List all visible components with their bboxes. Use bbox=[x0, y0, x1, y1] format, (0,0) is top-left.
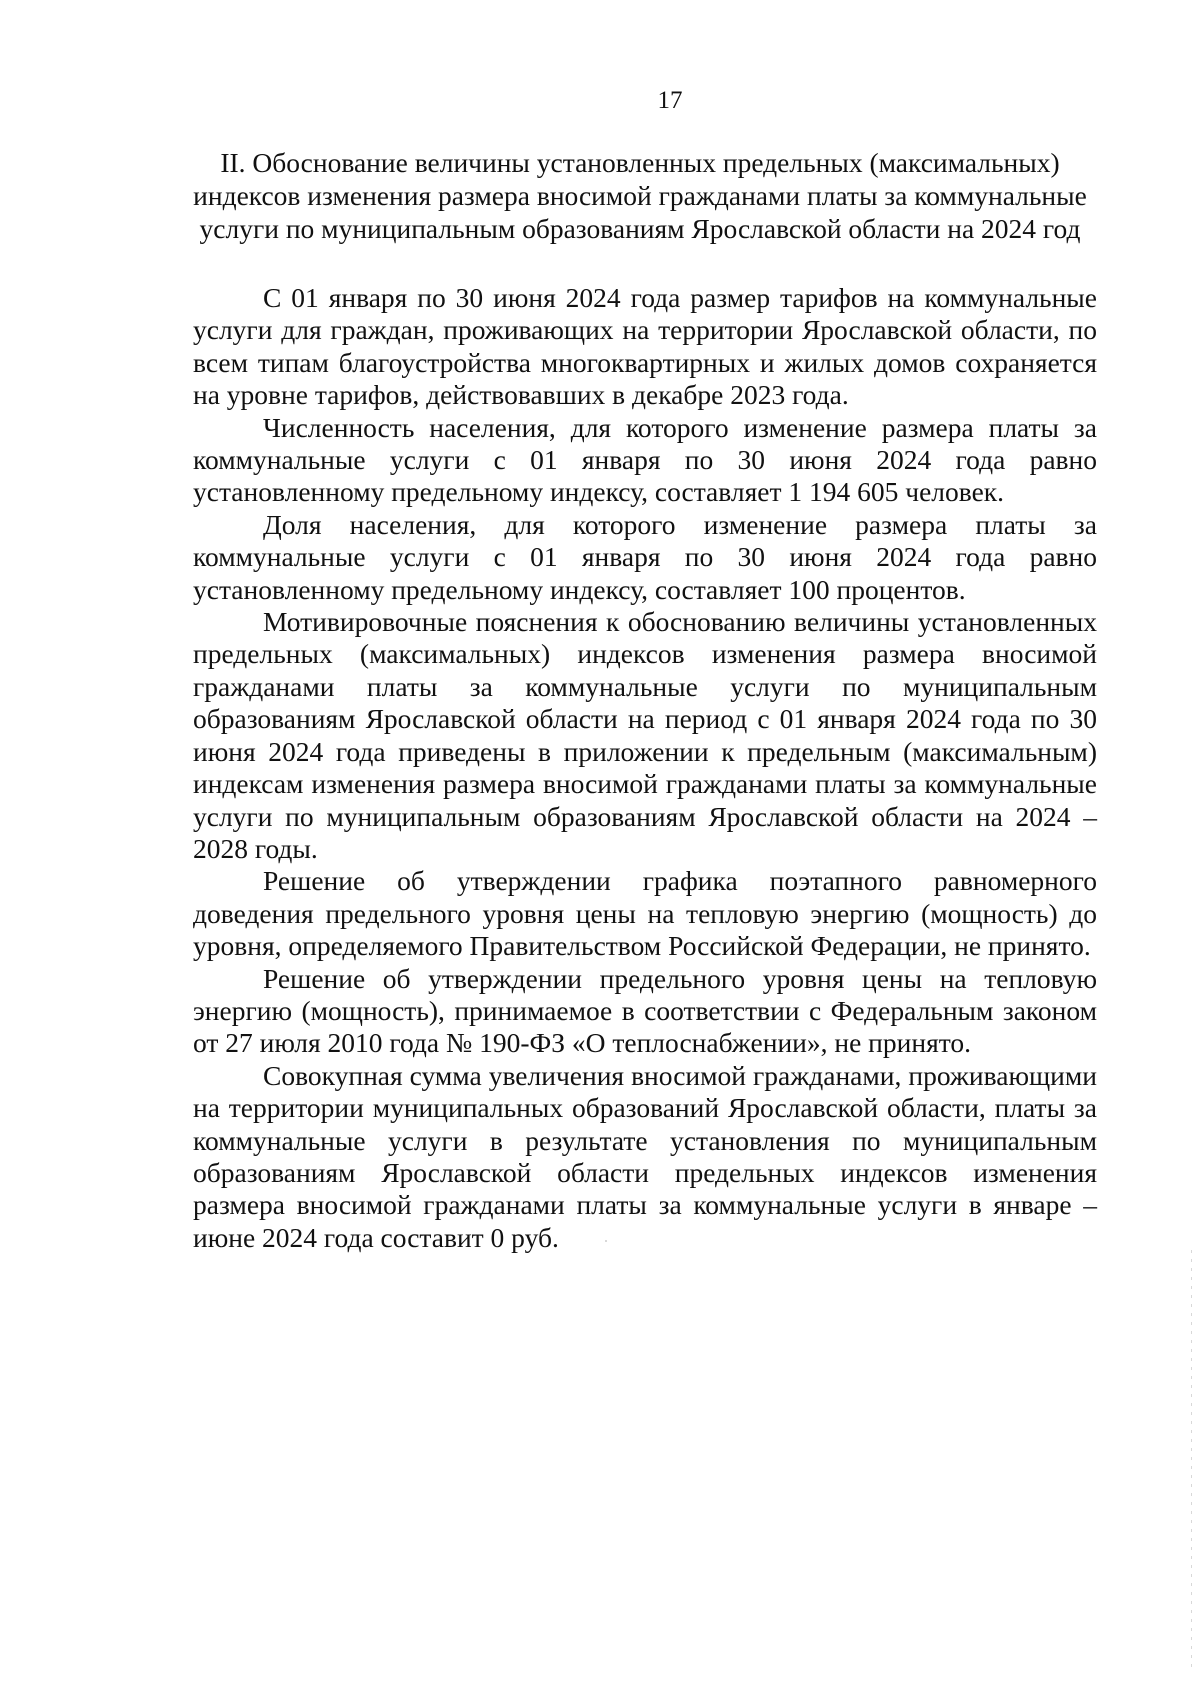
scan-artifact-dot bbox=[605, 1240, 607, 1242]
section-title-line: II. Обоснование величины установленных предельных (максимальных) bbox=[220, 147, 1060, 178]
scan-edge-artifact bbox=[1191, 1250, 1192, 1670]
paragraph-heat-price-schedule: Решение об утверждении графика поэтапного равномерного доведения предельного уровня цены на тепловую энергию (мощность) до уровня, определяемого Правительством Российской Федерации, не принято. bbox=[193, 865, 1097, 962]
document-body bbox=[193, 282, 1097, 1254]
section-title bbox=[180, 146, 1100, 245]
paragraph-total-increase: Совокупная сумма увеличения вносимой гражданами, проживающими на территории муниципальных образований Ярославской области, платы за коммунальные услуги в результате установления по муниципальным образованиям Ярославской области предельных индексов изменения размера вносимой гражданами платы за коммунальные услуги в январе – июне 2024 года составит 0 руб. bbox=[193, 1059, 1097, 1253]
page-number: 17 bbox=[657, 87, 683, 114]
paragraph-population-share: Доля населения, для которого изменение размера платы за коммунальные услуги с 01 января по 30 июня 2024 года равно установленному предельному индексу, составляет 100 процентов. bbox=[193, 508, 1097, 605]
paragraph-heat-price-limit: Решение об утверждении предельного уровня цены на тепловую энергию (мощность), принимаемое в соответствии с Федеральным законом от 27 июля 2010 года № 190-ФЗ «О теплоснабжении», не принято. bbox=[193, 962, 1097, 1059]
paragraph-motivation-notes: Мотивировочные пояснения к обоснованию величины установленных предельных (максимальных) индексов изменения размера вносимой гражданами платы за коммунальные услуги по муниципальным образованиям Ярославской области на период с 01 января 2024 года по 30 июня 2024 года приведены в приложении к предельным (максимальным) индексам изменения размера вносимой гражданами платы за коммунальные услуги по муниципальным образованиям Ярославской области на 2024 – 2028 годы. bbox=[193, 606, 1097, 864]
paragraph-population-count: Численность населения, для которого изменение размера платы за коммунальные услуги с 01 января по 30 июня 2024 года равно установленному предельному индексу, составляет 1 194 605 человек. bbox=[193, 411, 1097, 508]
section-title-line: услуги по муниципальным образованиям Ярославской области на 2024 год bbox=[199, 213, 1081, 244]
section-title-line: индексов изменения размера вносимой гражданами платы за коммунальные bbox=[193, 180, 1087, 211]
paragraph-tariff-freeze: С 01 января по 30 июня 2024 года размер тарифов на коммунальные услуги для граждан, проживающих на территории Ярославской области, по всем типам благоустройства многоквартирных и жилых домов сохраняется на уровне тарифов, действовавших в декабре 2023 года. bbox=[193, 282, 1097, 411]
